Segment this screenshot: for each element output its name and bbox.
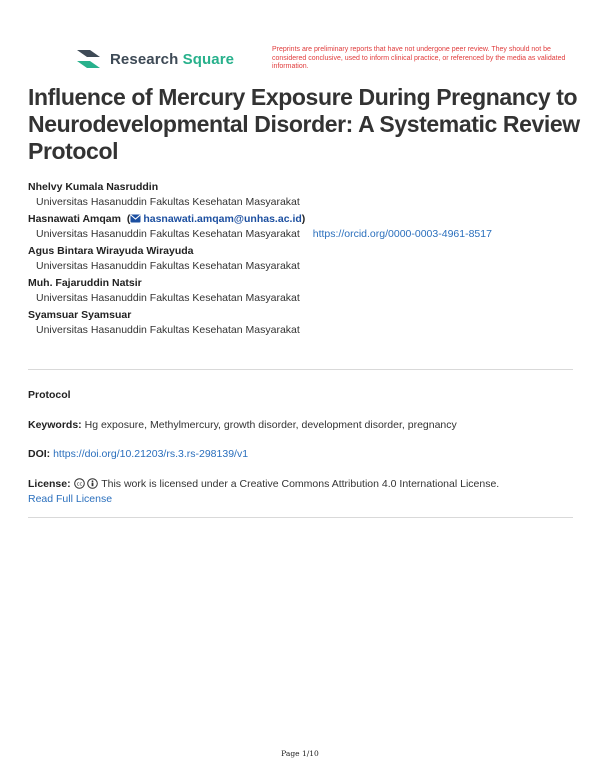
author-affiliation: Universitas Hasanuddin Fakultas Kesehatan Masyarakat <box>36 196 300 208</box>
paper-title: Influence of Mercury Exposure During Pregnancy to Neurodevelopmental Disorder: A Systematic Review Protocol <box>28 84 580 164</box>
email-close-paren: ) <box>301 213 306 225</box>
keywords-line <box>28 418 588 433</box>
author-email-link[interactable]: hasnawati.amqam@unhas.ac.id <box>143 213 302 225</box>
logo-word-square: Square <box>182 50 235 68</box>
section-divider <box>28 369 573 370</box>
author-list <box>28 180 588 340</box>
license-block <box>28 477 588 507</box>
author-affiliation: Universitas Hasanuddin Fakultas Kesehatan Masyarakat <box>36 228 300 240</box>
author-name: Nhelvy Kumala Nasruddin <box>28 181 159 193</box>
author-affiliation-line <box>36 227 588 242</box>
preprint-notice: Preprints are preliminary reports that have not undergone peer review. They should not be considered conclusive, used to inform clinical practice, or referenced by the media as validated information. <box>272 46 566 70</box>
envelope-icon <box>130 214 141 223</box>
author-name-line <box>28 212 588 227</box>
page-number: Page 1/10 <box>281 749 319 758</box>
author-name: Agus Bintara Wirayuda Wirayuda <box>28 245 194 257</box>
research-square-logo[interactable] <box>74 46 234 72</box>
author-item <box>28 180 588 210</box>
author-item <box>28 308 588 338</box>
keywords-label: Keywords: <box>28 419 82 431</box>
creative-commons-icon <box>74 478 85 489</box>
license-label: License: <box>28 478 71 490</box>
svg-text:cc: cc <box>76 481 82 488</box>
author-item <box>28 212 588 242</box>
email-open-paren: ( <box>123 213 131 225</box>
research-square-logo-icon <box>74 46 104 72</box>
attribution-icon <box>87 478 98 489</box>
logo-text <box>110 51 234 68</box>
orcid-link[interactable]: https://orcid.org/0000-0003-4961-8517 <box>312 228 492 240</box>
keywords-text: Hg exposure, Methylmercury, growth disorder, development disorder, pregnancy <box>84 419 457 431</box>
author-name: Hasnawati Amqam <box>28 213 121 225</box>
author-item <box>28 276 588 306</box>
doi-line <box>28 447 588 462</box>
doi-label: DOI: <box>28 448 51 460</box>
section-divider <box>28 517 573 518</box>
author-item <box>28 244 588 274</box>
author-name: Syamsuar Syamsuar <box>28 309 132 321</box>
author-affiliation: Universitas Hasanuddin Fakultas Kesehatan Masyarakat <box>36 260 300 272</box>
doi-link[interactable]: https://doi.org/10.21203/rs.3.rs-298139/v1 <box>53 448 249 460</box>
article-type <box>28 388 588 403</box>
author-affiliation: Universitas Hasanuddin Fakultas Kesehatan Masyarakat <box>36 324 300 336</box>
read-full-license-link[interactable]: Read Full License <box>28 493 113 505</box>
header <box>74 46 574 76</box>
author-name: Muh. Fajaruddin Natsir <box>28 277 142 289</box>
logo-word-research: Research <box>110 50 179 68</box>
article-type-label: Protocol <box>28 389 71 401</box>
license-text: This work is licensed under a Creative Commons Attribution 4.0 International License. <box>101 478 500 490</box>
author-affiliation: Universitas Hasanuddin Fakultas Kesehatan Masyarakat <box>36 292 300 304</box>
